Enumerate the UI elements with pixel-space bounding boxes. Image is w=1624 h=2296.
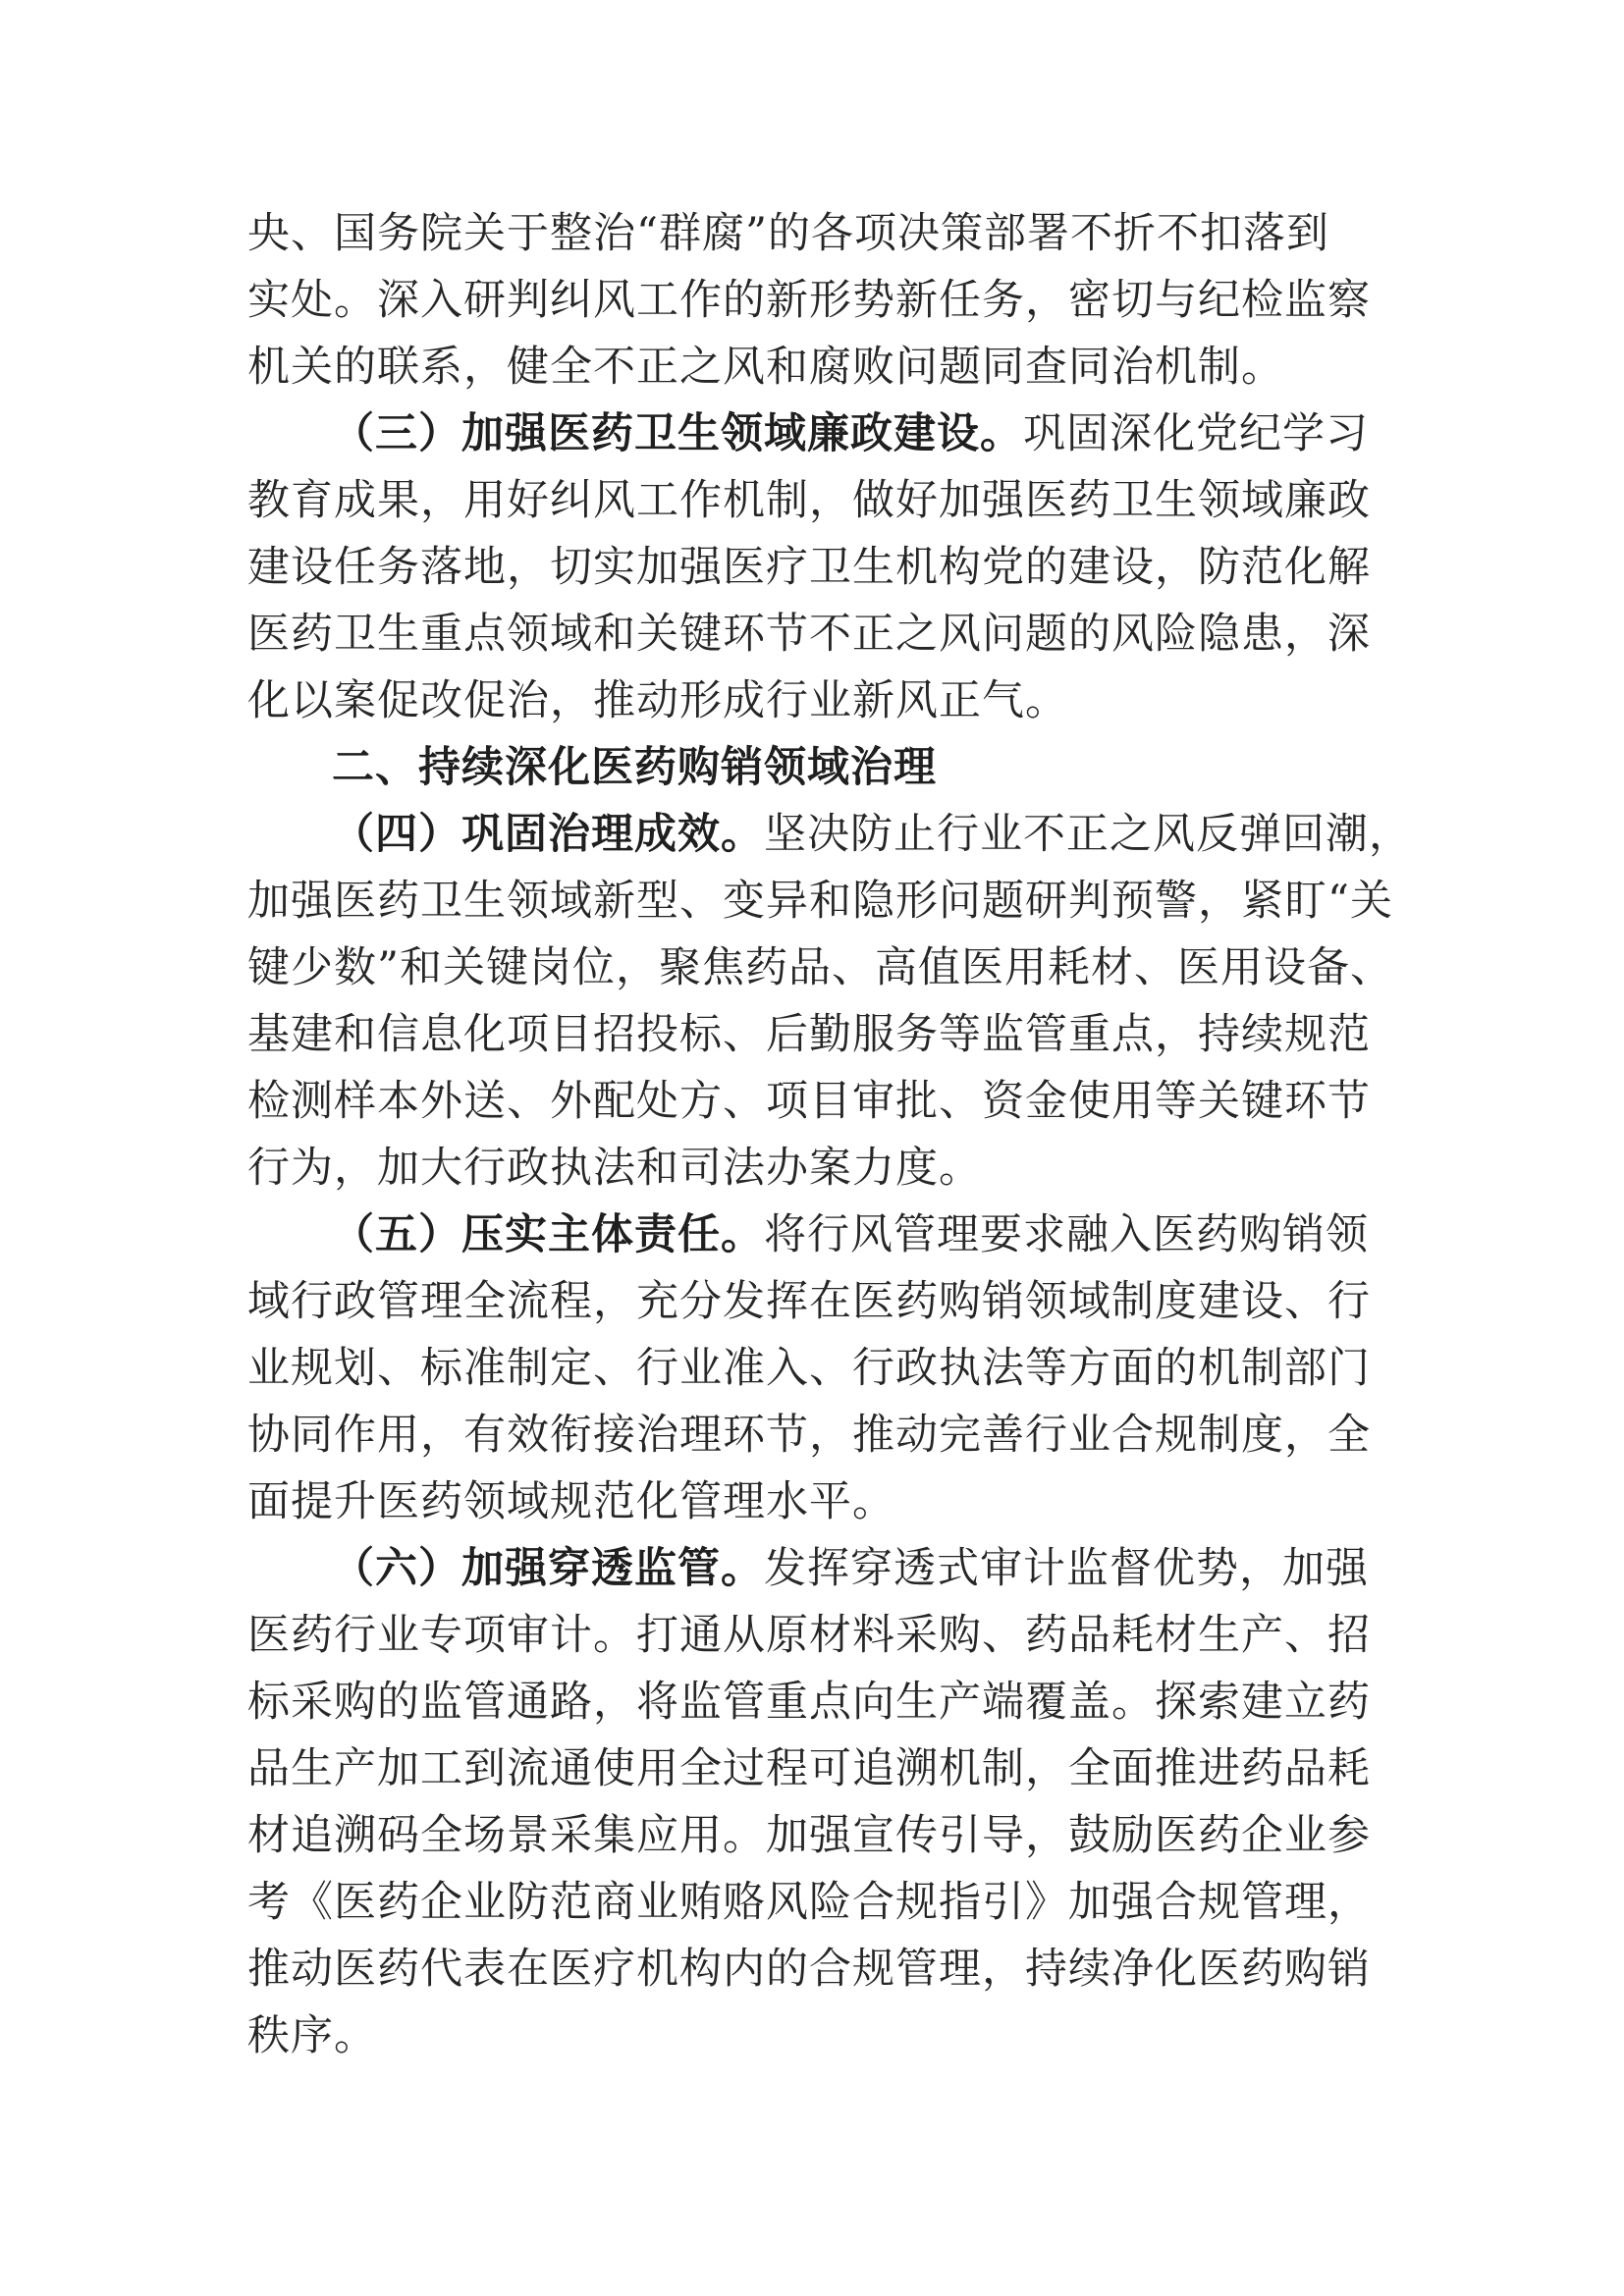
body-line: 医药卫生重点领域和关键环节不正之风问题的风险隐患，深 <box>247 610 1371 659</box>
section-5-text: 将行风管理要求融入医药购销领 <box>764 1210 1369 1259</box>
body-line: 检测样本外送、外配处方、项目审批、资金使用等关键环节 <box>247 1077 1371 1126</box>
section-4-title: （四）巩固治理成效。 <box>332 810 764 859</box>
body-line: 推动医药代表在医疗机构内的合规管理，持续净化医药购销 <box>247 1945 1371 1994</box>
body-line: 机关的联系，健全不正之风和腐败问题同查同治机制。 <box>247 343 1284 392</box>
section-5-first-line <box>247 1201 1386 1268</box>
body-line: 行为，加大行政执法和司法办案力度。 <box>247 1144 982 1193</box>
section-3-title: （三）加强医药卫生领域廉政建设。 <box>332 409 1023 458</box>
body-line: 教育成果，用好纠风工作机制，做好加强医药卫生领域廉政 <box>247 476 1371 525</box>
section-6-text: 发挥穿透式审计监督优势，加强 <box>764 1544 1369 1593</box>
section-heading-2: 二、持续深化医药购销领域治理 <box>332 743 937 792</box>
body-line: 加强医药卫生领域新型、变异和隐形问题研判预警，紧盯“关 <box>247 877 1393 926</box>
body-line: 协同作用，有效衔接治理环节，推动完善行业合规制度，全 <box>247 1411 1371 1460</box>
section-3-text: 巩固深化党纪学习 <box>1023 409 1369 458</box>
body-line: 面提升医药领域规范化管理水平。 <box>247 1477 895 1526</box>
body-line: 品生产加工到流通使用全过程可追溯机制，全面推进药品耗 <box>247 1744 1371 1793</box>
section-3-first-line <box>247 400 1386 467</box>
body-line: 秩序。 <box>247 2011 377 2060</box>
body-line: 基建和信息化项目招投标、后勤服务等监管重点，持续规范 <box>247 1010 1371 1059</box>
section-4-first-line <box>247 801 1412 868</box>
body-line: 实处。深入研判纠风工作的新形势新任务，密切与纪检监察 <box>247 276 1371 325</box>
section-5-title: （五）压实主体责任。 <box>332 1210 764 1259</box>
body-line: 化以案促改促治，推动形成行业新风正气。 <box>247 676 1068 725</box>
section-6-title: （六）加强穿透监管。 <box>332 1544 764 1593</box>
body-line: 业规划、标准制定、行业准入、行政执法等方面的机制部门 <box>247 1344 1371 1393</box>
body-line: 央、国务院关于整治“群腐”的各项决策部署不折不扣落到 <box>247 209 1329 258</box>
body-line: 域行政管理全流程，充分发挥在医药购销领域制度建设、行 <box>247 1277 1371 1326</box>
body-line: 建设任务落地，切实加强医疗卫生机构党的建设，防范化解 <box>247 543 1371 592</box>
body-line: 键少数”和关键岗位，聚焦药品、高值医用耗材、医用设备、 <box>247 943 1393 992</box>
body-line: 材追溯码全场景采集应用。加强宣传引导，鼓励医药企业参 <box>247 1811 1371 1860</box>
body-line: 考《医药企业防范商业贿赂风险合规指引》加强合规管理， <box>247 1878 1371 1927</box>
section-4-text: 坚决防止行业不正之风反弹回潮， <box>764 810 1412 859</box>
body-line: 标采购的监管通路，将监管重点向生产端覆盖。探索建立药 <box>247 1678 1371 1727</box>
body-line: 医药行业专项审计。打通从原材料采购、药品耗材生产、招 <box>247 1611 1371 1660</box>
document-body <box>247 200 1412 2069</box>
section-6-first-line <box>247 1535 1386 1602</box>
